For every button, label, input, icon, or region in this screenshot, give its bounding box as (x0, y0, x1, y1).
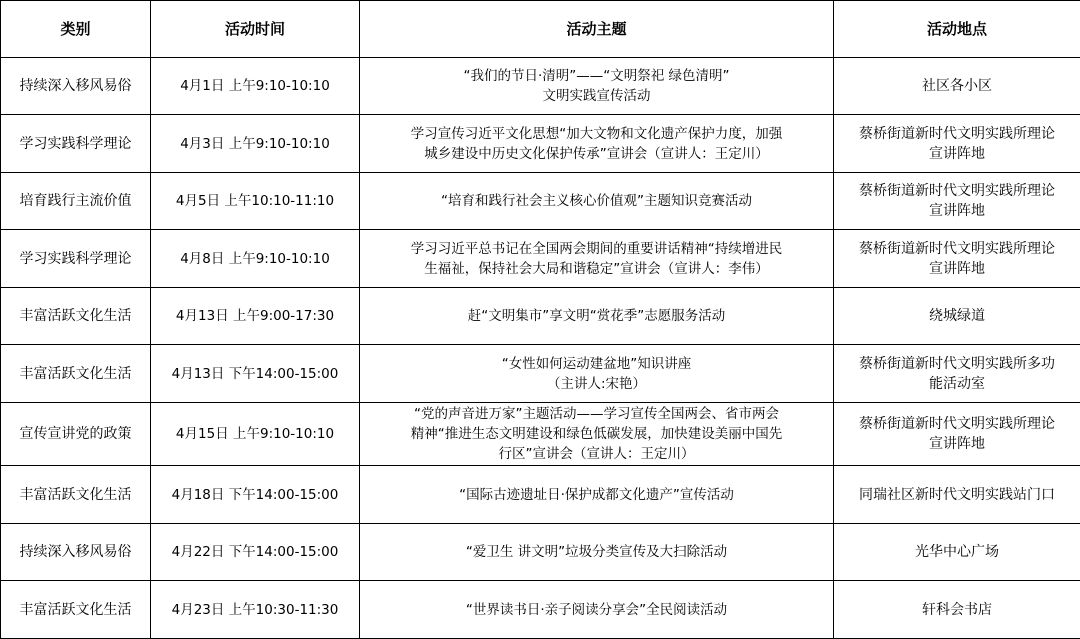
topic-line: 学习宣传习近平文化思想“加大文物和文化遗产保护力度，加强 (410, 125, 783, 142)
cell-topic (360, 230, 834, 287)
topic-line: 精神“推进生态文明建设和绿色低碳发展，加快建设美丽中国先 (410, 426, 783, 443)
cell-topic (360, 172, 834, 229)
topic-line: 生福祉，保持社会大局和谐稳定”宣讲会（宣讲人：李伟） (424, 260, 769, 277)
table-row (1, 230, 1080, 287)
place-line: 绕城绿道 (929, 308, 985, 325)
table-row (1, 581, 1080, 639)
cell-category: 宣传宣讲党的政策 (1, 402, 151, 466)
table-header (1, 1, 1080, 58)
cell-time: 4月18日 下午14:00-15:00 (151, 466, 360, 523)
cell-place (834, 345, 1080, 402)
place-line: 宣讲阵地 (929, 436, 985, 453)
place-line: 宣讲阵地 (929, 260, 985, 277)
cell-place (834, 581, 1080, 639)
topic-line: 行区”宣讲会（宣讲人：王定川） (498, 446, 695, 463)
cell-topic (360, 58, 834, 115)
place-line: 光华中心广场 (915, 544, 999, 561)
cell-place (834, 402, 1080, 466)
cell-place (834, 172, 1080, 229)
cell-category: 持续深入移风易俗 (1, 58, 151, 115)
cell-time: 4月15日 上午9:10-10:10 (151, 402, 360, 466)
table-row (1, 466, 1080, 523)
cell-category: 丰富活跃文化生活 (1, 287, 151, 344)
header-place: 活动地点 (834, 1, 1080, 58)
cell-time: 4月8日 上午9:10-10:10 (151, 230, 360, 287)
cell-time: 4月13日 下午14:00-15:00 (151, 345, 360, 402)
place-line: 蔡桥街道新时代文明实践所理论 (859, 183, 1055, 200)
topic-line: “党的声音进万家”主题活动——学习宣传全国两会、省市两会 (414, 406, 779, 423)
table-row (1, 523, 1080, 580)
topic-line: （主讲人:宋艳） (546, 375, 647, 392)
cell-place (834, 230, 1080, 287)
cell-category: 培育践行主流价值 (1, 172, 151, 229)
cell-place (834, 466, 1080, 523)
cell-time: 4月1日 上午9:10-10:10 (151, 58, 360, 115)
cell-topic (360, 523, 834, 580)
table-row (1, 345, 1080, 402)
topic-line: 城乡建设中历史文化保护传承”宣讲会（宣讲人：王定川） (424, 145, 769, 162)
header-category: 类别 (1, 1, 151, 58)
table-row (1, 172, 1080, 229)
topic-line: 赶“文明集市”享文明“赏花季”志愿服务活动 (467, 308, 726, 325)
place-line: 同瑞社区新时代文明实践站门口 (859, 486, 1055, 503)
table-row (1, 287, 1080, 344)
topic-line: 文明实践宣传活动 (542, 88, 651, 105)
cell-topic (360, 345, 834, 402)
place-line: 蔡桥街道新时代文明实践所理论 (859, 416, 1055, 433)
topic-line: “培育和践行社会主义核心价值观”主题知识竞赛活动 (441, 193, 752, 210)
table-row (1, 58, 1080, 115)
header-topic: 活动主题 (360, 1, 834, 58)
place-line: 社区各小区 (922, 78, 992, 95)
cell-time: 4月13日 上午9:00-17:30 (151, 287, 360, 344)
cell-category: 学习实践科学理论 (1, 115, 151, 172)
cell-time: 4月3日 上午9:10-10:10 (151, 115, 360, 172)
topic-line: “国际古迹遗址日·保护成都文化遗产”宣传活动 (459, 486, 734, 503)
place-line: 能活动室 (929, 375, 985, 392)
cell-category: 丰富活跃文化生活 (1, 345, 151, 402)
place-line: 宣讲阵地 (929, 145, 985, 162)
cell-place (834, 287, 1080, 344)
cell-category: 学习实践科学理论 (1, 230, 151, 287)
cell-place (834, 115, 1080, 172)
table-row (1, 115, 1080, 172)
cell-topic (360, 287, 834, 344)
cell-time: 4月5日 上午10:10-11:10 (151, 172, 360, 229)
cell-place (834, 58, 1080, 115)
table-body (1, 58, 1080, 639)
cell-topic (360, 466, 834, 523)
topic-line: “世界读书日·亲子阅读分享会”全民阅读活动 (465, 601, 728, 618)
cell-topic (360, 402, 834, 466)
cell-category: 丰富活跃文化生活 (1, 466, 151, 523)
cell-topic (360, 581, 834, 639)
topic-line: “我们的节日·清明”——“文明祭祀 绿色清明” (463, 68, 730, 85)
header-time: 活动时间 (151, 1, 360, 58)
table-row (1, 402, 1080, 466)
header-row (1, 1, 1080, 58)
topic-line: 学习习近平总书记在全国两会期间的重要讲话精神“持续增进民 (410, 240, 783, 257)
topic-line: “爱卫生 讲文明”垃圾分类宣传及大扫除活动 (465, 544, 728, 561)
cell-category: 丰富活跃文化生活 (1, 581, 151, 639)
cell-place (834, 523, 1080, 580)
cell-time: 4月22日 下午14:00-15:00 (151, 523, 360, 580)
cell-time: 4月23日 上午10:30-11:30 (151, 581, 360, 639)
place-line: 蔡桥街道新时代文明实践所多功 (859, 355, 1055, 372)
place-line: 蔡桥街道新时代文明实践所理论 (859, 240, 1055, 257)
cell-category: 持续深入移风易俗 (1, 523, 151, 580)
place-line: 宣讲阵地 (929, 203, 985, 220)
topic-line: “女性如何运动建盆地”知识讲座 (501, 355, 692, 372)
place-line: 轩科会书店 (922, 601, 992, 618)
place-line: 蔡桥街道新时代文明实践所理论 (859, 125, 1055, 142)
cell-topic (360, 115, 834, 172)
